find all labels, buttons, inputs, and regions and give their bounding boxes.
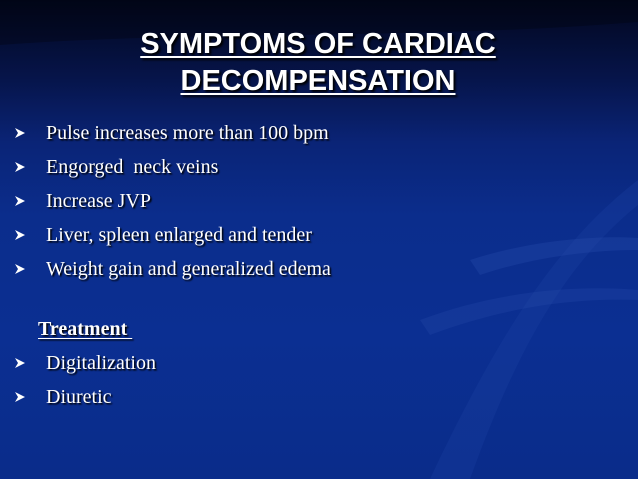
- slide-title: [60, 26, 576, 100]
- list-item: [14, 252, 331, 286]
- title-line-2: DECOMPENSATION: [180, 65, 456, 97]
- arrowhead-bullet-icon: [14, 263, 26, 275]
- list-item: [14, 116, 331, 150]
- treatment-text: Diuretic: [46, 386, 112, 408]
- arrowhead-bullet-icon: [14, 357, 26, 369]
- arrowhead-bullet-icon: [14, 391, 26, 403]
- arrowhead-bullet-icon: [14, 195, 26, 207]
- arrowhead-bullet-icon: [14, 229, 26, 241]
- list-item: [14, 380, 331, 414]
- treatment-list: [14, 346, 331, 414]
- list-item: [14, 346, 331, 380]
- symptom-text: Engorged neck veins: [46, 156, 219, 178]
- treatment-text: Digitalization: [46, 352, 156, 374]
- arrowhead-bullet-icon: [14, 161, 26, 173]
- list-item: [14, 218, 331, 252]
- symptom-text: Pulse increases more than 100 bpm: [46, 122, 329, 144]
- symptom-text: Increase JVP: [46, 190, 151, 212]
- symptoms-list: [14, 116, 331, 286]
- arrowhead-bullet-icon: [14, 127, 26, 139]
- treatment-heading: Treatment: [38, 318, 133, 340]
- slide-body: [14, 116, 331, 414]
- symptom-text: Liver, spleen enlarged and tender: [46, 224, 312, 246]
- title-line-1: SYMPTOMS OF CARDIAC: [140, 28, 496, 60]
- symptom-text: Weight gain and generalized edema: [46, 258, 331, 280]
- list-item: [14, 150, 331, 184]
- list-item: [14, 184, 331, 218]
